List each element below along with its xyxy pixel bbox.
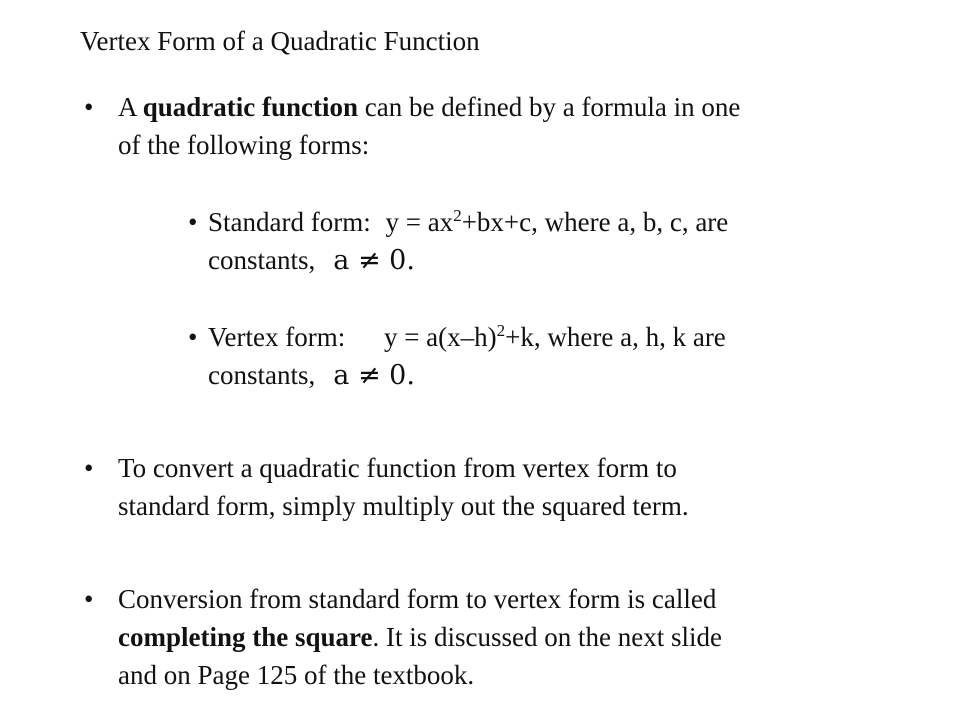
bullet-line: and on Page 125 of the textbook. [118,660,475,690]
bullet-line [118,88,740,126]
sub-bullet-standard-form [188,203,729,280]
exponent: 2 [496,321,506,340]
math-var: a [333,360,350,391]
eq-part: +k, [505,322,541,352]
not-equal-icon: ≠ [357,245,381,276]
bullet-convert-vertex-to-standard [84,449,689,525]
bullet-dot-icon: • [188,207,198,237]
standard-form-label: Standard form: [208,207,371,237]
math-var: a [333,245,350,276]
text: can be defined by a formula in one [358,92,741,122]
bullet-line: of the following forms: [118,130,370,160]
text: constants, [208,360,316,390]
standard-form-line2 [208,241,728,280]
bullet-dot-icon: • [84,92,94,122]
sub-bullet-vertex-form [188,318,726,395]
eq-part: y = a(x–h) [383,322,497,352]
eq-part: y = ax [385,207,454,237]
bullet-completing-the-square [84,580,722,694]
bullet-quadratic-definition [84,88,741,164]
eq-part: +bx+c, [461,207,538,237]
term-completing-the-square: completing the square [118,622,373,652]
slide-title: Vertex Form of a Quadratic Function [80,26,480,56]
bullet-dot-icon: • [188,322,198,352]
bullet-line: To convert a quadratic function from vertex form to [118,453,677,483]
bullet-line: Conversion from standard form to vertex form is called [118,584,717,614]
text: where a, b, c, are [544,207,729,237]
standard-form-equation [385,207,537,237]
bullet-dot-icon: • [84,584,94,614]
text: A [118,92,143,122]
vertex-form-equation [384,322,541,352]
vertex-form-line2 [208,356,726,395]
condition-a-not-zero [333,360,415,391]
standard-form-line [208,203,728,241]
bullet-line: standard form, simply multiply out the squared term. [118,491,689,521]
math-val: 0. [389,245,415,276]
not-equal-icon: ≠ [357,360,381,391]
text: where a, h, k are [547,322,726,352]
term-quadratic-function: quadratic function [142,92,359,122]
math-val: 0. [389,360,415,391]
condition-a-not-zero [333,245,415,276]
vertex-form-line [208,318,726,356]
bullet-dot-icon: • [84,453,94,483]
text: . It is discussed on the next slide [372,622,722,652]
vertex-form-label: Vertex form: [208,322,346,352]
text: constants, [208,245,316,275]
exponent: 2 [453,206,462,225]
bullet-line [118,618,722,656]
